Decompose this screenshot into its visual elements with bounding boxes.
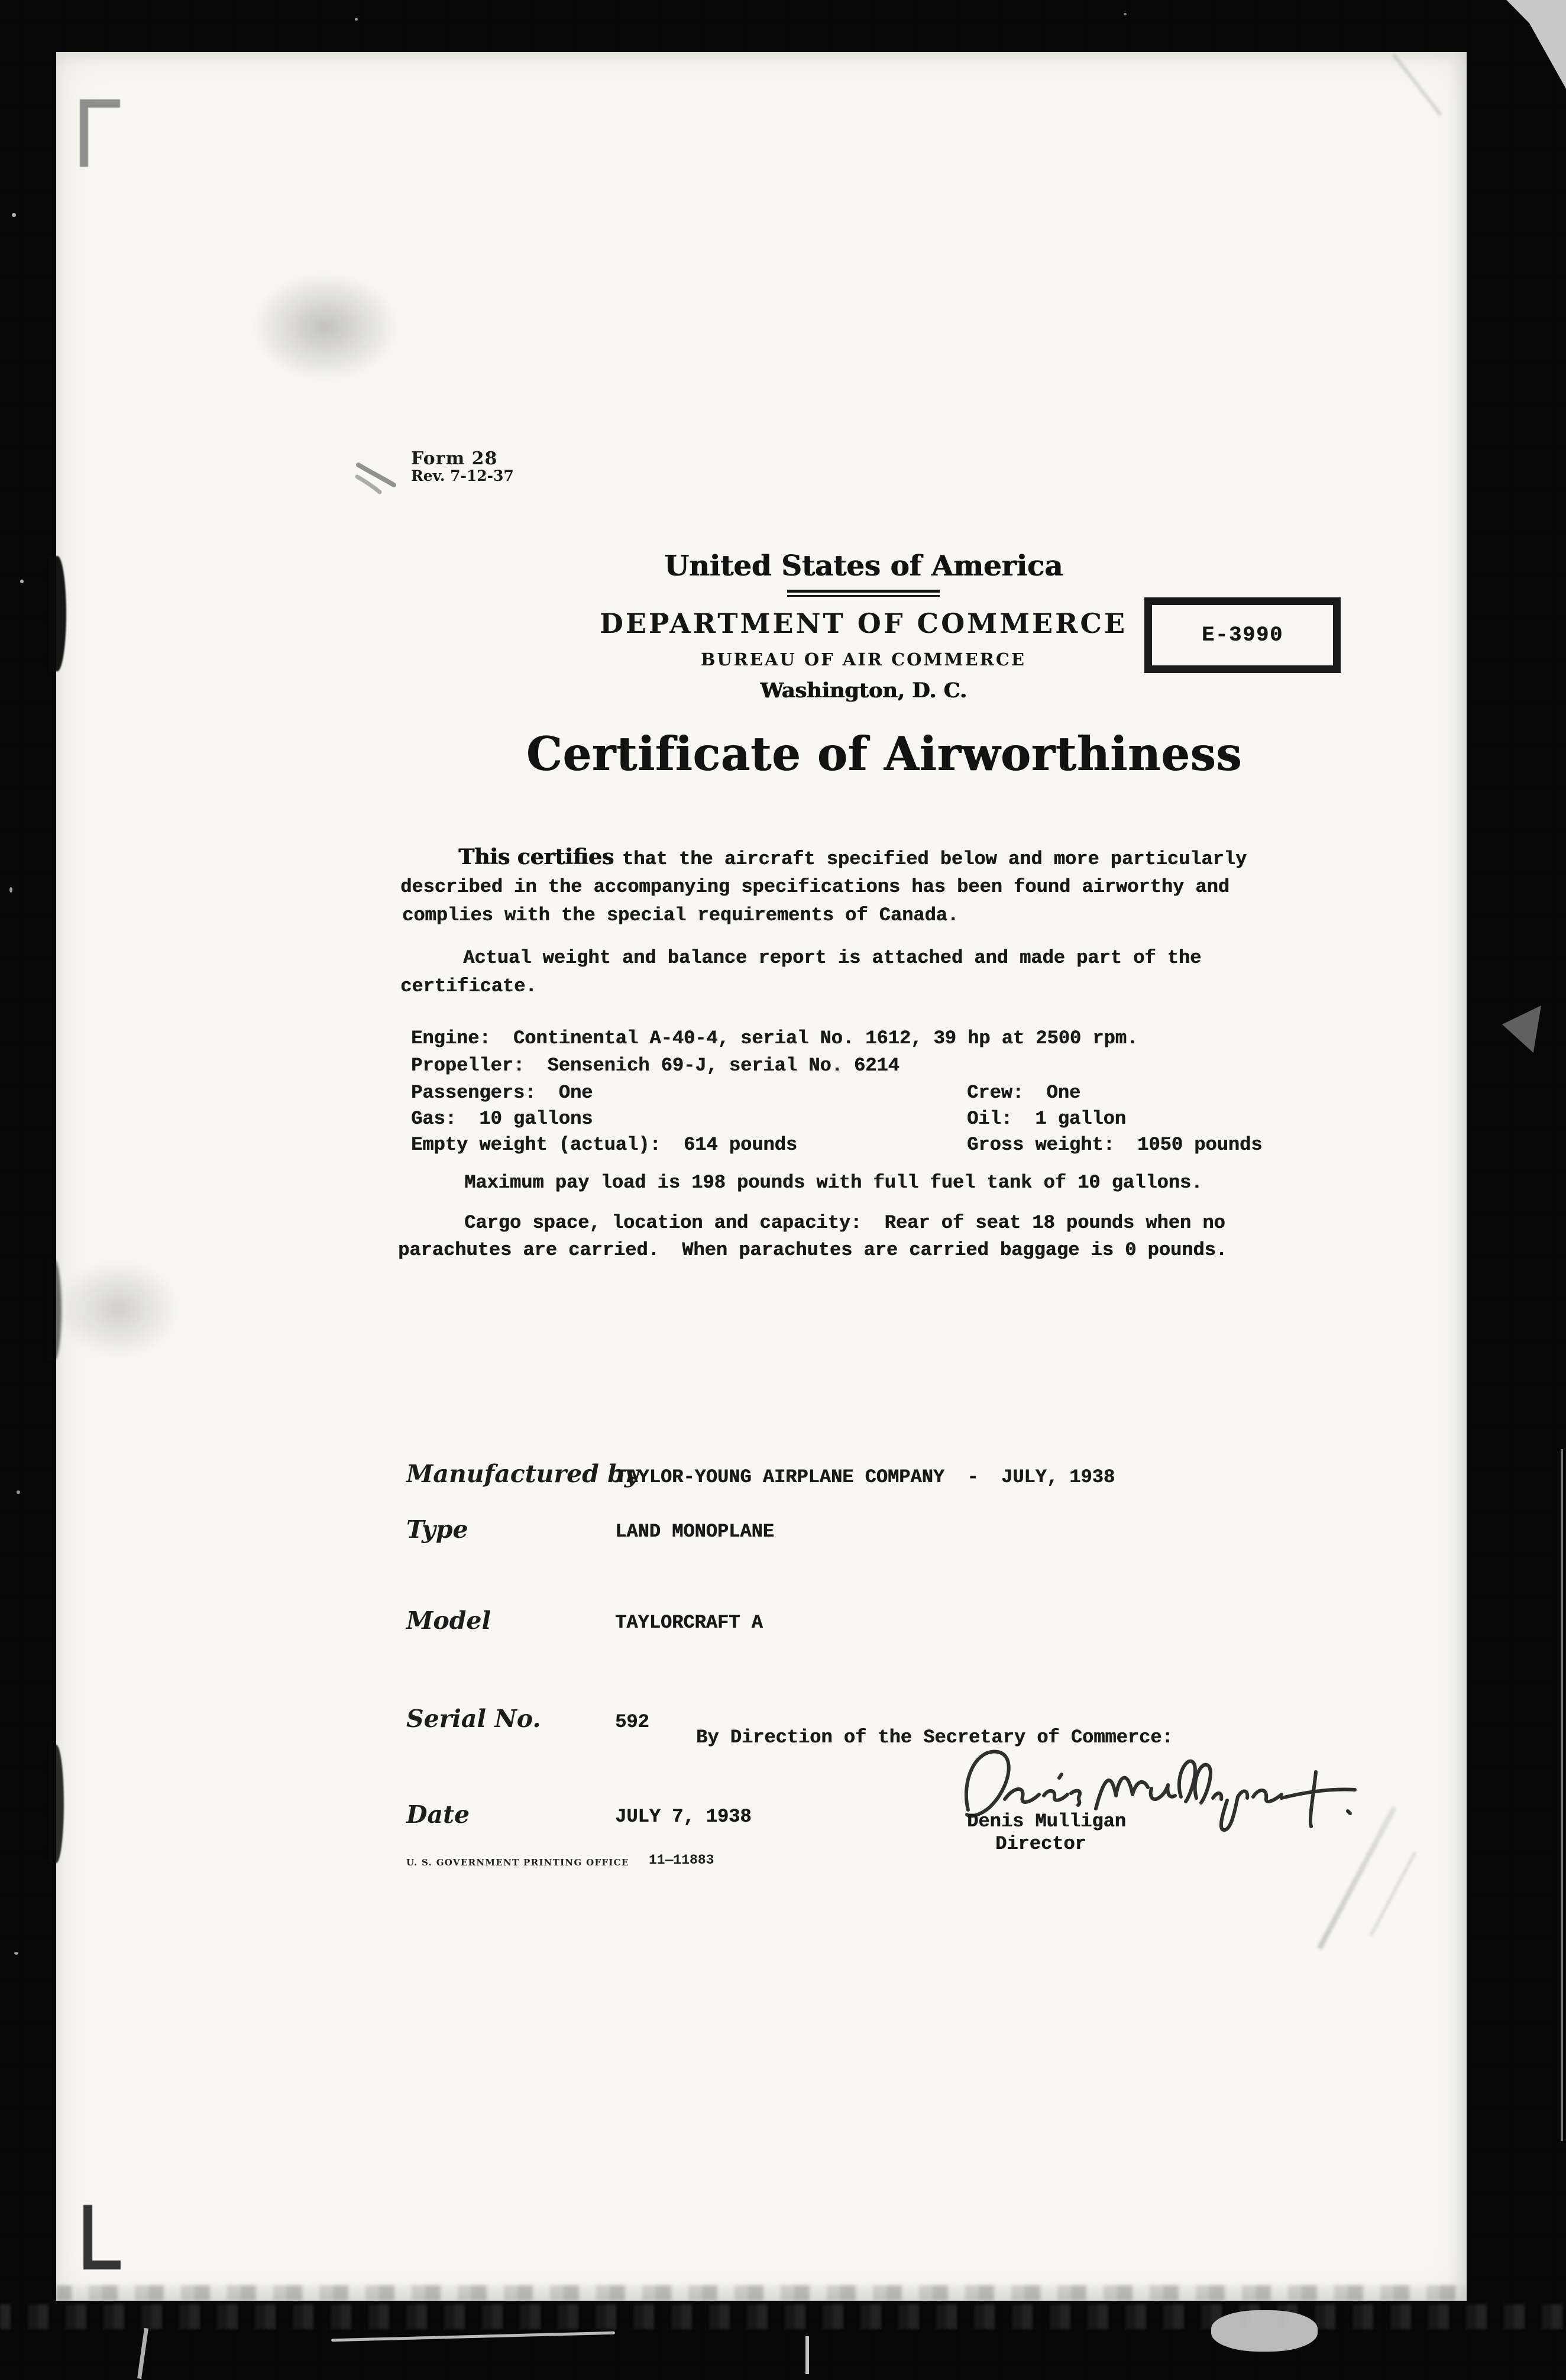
- payload-note: Maximum pay load is 198 pounds with full fuel tank of 10 gallons.: [464, 1172, 1203, 1194]
- film-edge-blob-1: [48, 556, 66, 671]
- film-ragged-bottom-texture: [0, 2304, 1566, 2329]
- page-ragged-bottom-edge: [56, 2285, 1467, 2301]
- certification-line-1-text: that the aircraft specified below and more particularly: [622, 848, 1247, 870]
- serial-number-value: 592: [615, 1711, 649, 1733]
- header-location: Washington, D. C.: [760, 678, 967, 703]
- film-speck-3: [9, 887, 12, 892]
- pencil-smudge-top-left: [251, 272, 399, 381]
- certification-line-3: complies with the special requirements of Canada.: [402, 904, 959, 926]
- film-scratch-bottom-4: [137, 2328, 148, 2379]
- certification-line-1: [458, 845, 1247, 869]
- model-label: Model: [406, 1606, 491, 1635]
- document-page: [56, 52, 1467, 2301]
- film-speck-6: [355, 18, 358, 21]
- corner-mark-top-left: [80, 99, 120, 167]
- document-title: Certificate of Airworthiness: [526, 726, 1243, 781]
- manufactured-by-label: Manufactured by: [406, 1460, 639, 1488]
- manufactured-by-value: TAYLOR-YOUNG AIRPLANE COMPANY - JULY, 1938: [615, 1466, 1115, 1488]
- signer-typed-name: Denis Mulligan: [967, 1810, 1126, 1832]
- model-value: TAYLORCRAFT A: [615, 1612, 763, 1634]
- film-notch-right: [1502, 1005, 1541, 1053]
- header-rule: [787, 590, 940, 597]
- weight-note-line-2: certificate.: [400, 975, 537, 997]
- film-scratch-bottom-1: [331, 2332, 615, 2342]
- corner-mark-bottom-left: [83, 2205, 121, 2269]
- serial-number-label: Serial No.: [406, 1705, 541, 1733]
- certification-lead: This certifies: [458, 845, 614, 869]
- header-nation: United States of America: [664, 549, 1063, 583]
- cargo-note-line-1: Cargo space, location and capacity: Rear of seat 18 pounds when no: [464, 1212, 1225, 1234]
- spec-propeller: Propeller: Sensenich 69-J, serial No. 6214: [411, 1055, 900, 1076]
- type-label: Type: [406, 1515, 468, 1544]
- spec-gross-weight: Gross weight: 1050 pounds: [967, 1134, 1263, 1156]
- certification-line-2: described in the accompanying specifications has been found airworthy and: [400, 876, 1229, 898]
- cargo-note-line-2: parachutes are carried. When parachutes are carried baggage is 0 pounds.: [398, 1239, 1227, 1261]
- form-number: Form 28: [411, 448, 498, 469]
- form-number-block: [411, 450, 514, 484]
- spec-gas: Gas: 10 gallons: [411, 1108, 593, 1130]
- paper-crease-top-right: [1392, 53, 1442, 116]
- date-label: Date: [406, 1800, 470, 1829]
- header-department: DEPARTMENT OF COMMERCE: [599, 607, 1128, 639]
- imprint-code: 11—11883: [649, 1852, 714, 1868]
- header-bureau: BUREAU OF AIR COMMERCE: [700, 649, 1027, 670]
- film-speck-4: [17, 1490, 20, 1494]
- imprint-office: U. S. GOVERNMENT PRINTING OFFICE: [406, 1857, 629, 1868]
- smudge-left-middle: [56, 1259, 180, 1359]
- type-value: LAND MONOPLANE: [615, 1521, 774, 1543]
- spec-oil: Oil: 1 gallon: [967, 1108, 1126, 1130]
- film-edge-blob-2: [47, 1260, 62, 1360]
- film-speck-5: [14, 1952, 18, 1955]
- date-value: JULY 7, 1938: [615, 1806, 752, 1828]
- paper-crease-bottom-right-2: [1370, 1851, 1417, 1936]
- film-scratch-bottom-2: [805, 2336, 809, 2374]
- spec-empty-weight: Empty weight (actual): 614 pounds: [411, 1134, 797, 1156]
- film-scratch-right-edge: [1561, 1449, 1563, 2141]
- pencil-check-mark: [355, 459, 403, 496]
- film-edge-blob-3: [48, 1745, 64, 1863]
- spec-passengers: Passengers: One: [411, 1082, 593, 1104]
- spec-crew: Crew: One: [967, 1082, 1081, 1104]
- authority-line: By Direction of the Secretary of Commerce:: [696, 1726, 1173, 1748]
- signer-title: Director: [995, 1833, 1086, 1855]
- film-speck-2: [20, 580, 24, 583]
- reference-number: E-3990: [1201, 623, 1284, 647]
- film-tear-top-right: [1478, 0, 1566, 89]
- film-speck-1: [12, 213, 16, 217]
- spec-engine: Engine: Continental A-40-4, serial No. 1612, 39 hp at 2500 rpm.: [411, 1027, 1138, 1049]
- reference-number-box: [1144, 597, 1341, 673]
- film-speck-7: [1124, 13, 1127, 15]
- form-revision: Rev. 7-12-37: [411, 467, 514, 484]
- weight-note-line-1: Actual weight and balance report is attached and made part of the: [463, 947, 1202, 969]
